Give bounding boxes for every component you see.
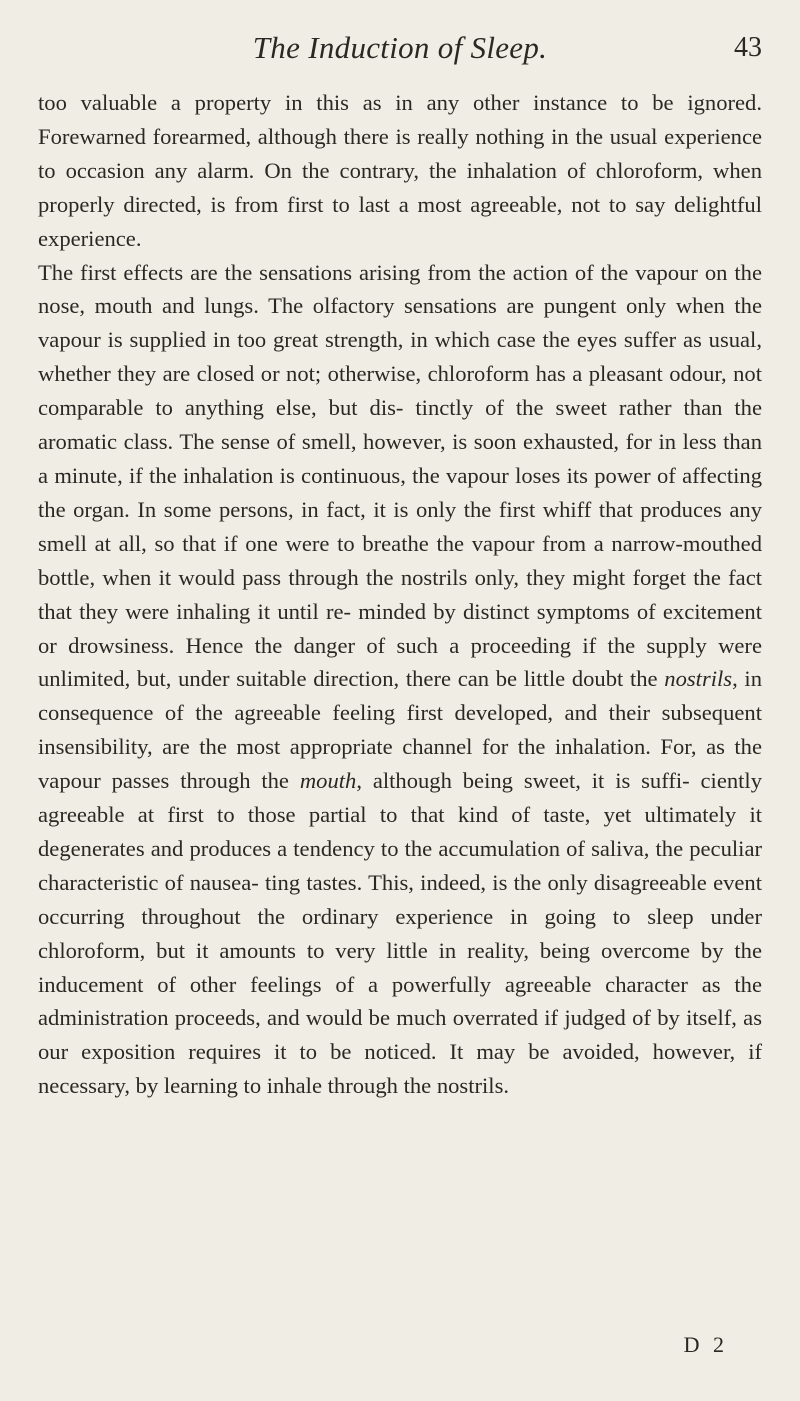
paragraph-2 (38, 256, 762, 1104)
signature-mark: D 2 (683, 1332, 728, 1357)
italic-mouth: mouth (299, 768, 357, 794)
paragraph-2-text-a: The first effects are the sensations arising from the action of the vapour on the nose, mouth and lungs. The olfactory sensations are pungent only when the vapour is supplied in too great strength, in which case the eyes suffer as usual, whether they are closed or not; otherwise, chloroform has a pleasant odour, not comparable to anything else, but dis- tinctly of the sweet rather than the aromatic class. The sense of smell, however, is soon exhausted, for in less than a minute, if the inhalation is continuous, the vapour loses its power of affecting the organ. In some persons, in fact, it is only the first whiff that produces any smell at all, so that if one were to breathe the vapour from a narrow-mouthed bottle, when it would pass through the nostrils only, they might forget the fact that they were inhaling it until re- minded by distinct symptoms of excitement or drowsiness. Hence the danger of such a proceeding if the supply were unlimited, but, under suitable direction, there can be little doubt the (38, 259, 762, 692)
paragraph-2-text-b: , in consequence of the agreeable feeling first developed, and their subsequent insensibility, are the most appropriate channel for the inhalation. For, as the vapour passes through the (38, 666, 762, 794)
running-title: The Induction of Sleep. (252, 30, 548, 65)
italic-nostrils: nostrils (664, 666, 733, 692)
body-text (38, 86, 762, 1103)
page-header (0, 30, 800, 74)
page-number: 43 (734, 32, 762, 63)
paragraph-2-text-c: , although being sweet, it is suffi- ciently agreeable at first to those partial to that kind of taste, yet ultimately it degenerates and produces a tendency to the accumulation of saliva, the peculiar characteristic of nausea- ting tastes. This, indeed, is the only disagreeable event occurring throughout the ordinary experience in going to sleep under chloroform, but it amounts to very little in reality, being overcome by the inducement of other feelings of a powerfully agreeable character as the administration proceeds, and would be much overrated if judged of by itself, as our exposition requires it to be noticed. It may be avoided, however, if necessary, by learning to inhale through the nostrils. (38, 768, 763, 1099)
paragraph-1-text: too valuable a property in this as in any other instance to be ignored. Forewarned forearmed, although there is really nothing in the usual experience to occasion any alarm. On the contrary, the inhalation of chloroform, when properly directed, is from first to last a most agreeable, not to say delightful experience. (38, 90, 762, 251)
paragraph-1 (38, 86, 762, 256)
